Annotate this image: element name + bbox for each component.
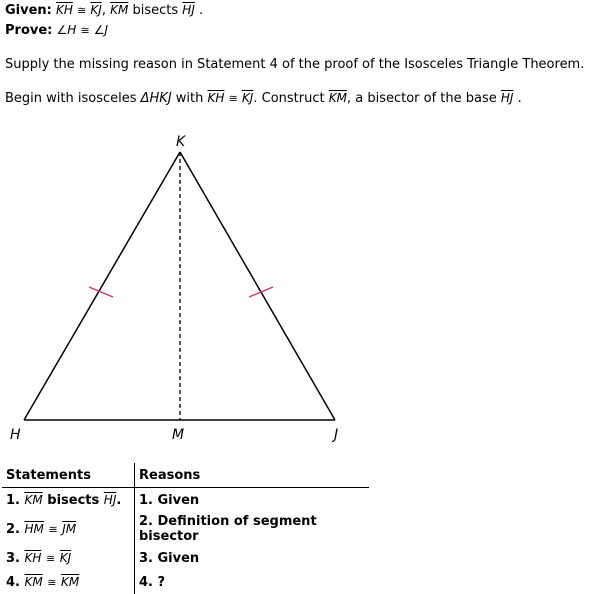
setup-seg-kj: $\overline{KJ}$ <box>241 91 254 105</box>
prove-angle-h: ∠H <box>56 23 77 37</box>
proof-table <box>2 463 369 594</box>
vertex-label-h: H <box>10 427 21 443</box>
prove-line <box>5 23 108 38</box>
statement-number: 3. <box>6 550 20 566</box>
proof-header-row <box>2 463 369 488</box>
header-reasons: Reasons <box>135 463 370 488</box>
setup-part4: , a bisector of the base <box>346 91 501 106</box>
vertex-label-j: J <box>334 427 339 443</box>
statement-relation: ≅ <box>45 551 56 565</box>
given-period: . <box>199 3 204 18</box>
statement-seg-a: $\overline{KM}$ <box>24 492 43 507</box>
given-seg-kh: $\overline{KH}$ <box>56 3 73 17</box>
statement-tail: . <box>116 492 122 508</box>
reason-cell-missing: 4. ? <box>139 574 166 590</box>
side-kh <box>24 152 180 420</box>
given-seg-km: $\overline{KM}$ <box>110 3 129 17</box>
statement-relation: bisects <box>47 492 100 508</box>
setup-seg-hj: $\overline{HJ}$ <box>500 91 514 105</box>
given-cong: ≅ <box>77 4 87 17</box>
side-kj <box>180 152 335 420</box>
statement-seg-b: $\overline{HJ}$ <box>103 492 117 507</box>
prove-label: Prove: <box>5 23 53 38</box>
setup-cong: ≅ <box>228 92 238 105</box>
statement-cell <box>2 546 135 570</box>
header-statements: Statements <box>2 463 135 488</box>
isosceles-triangle-figure <box>0 125 380 450</box>
statement-number: 1. <box>6 492 20 508</box>
given-comma: , <box>101 3 106 18</box>
proof-row <box>2 488 369 513</box>
reason-cell: 3. Given <box>139 550 200 566</box>
vertex-label-k: K <box>176 134 186 150</box>
proof-row <box>2 512 369 546</box>
setup-seg-kh: $\overline{KH}$ <box>207 91 225 105</box>
statement-seg-b: $\overline{KM}$ <box>61 574 80 589</box>
setup-part2: with <box>171 91 208 106</box>
statement-relation: ≅ <box>48 522 58 536</box>
statement-number: 2. <box>6 521 20 537</box>
setup-part3: . Construct <box>253 91 329 106</box>
setup-part1: Begin with isosceles <box>5 91 141 106</box>
statement-seg-a: $\overline{KH}$ <box>24 550 42 565</box>
proof-row <box>2 570 369 594</box>
given-label: Given: <box>5 3 52 18</box>
setup-triangle: ΔHKJ <box>140 91 172 106</box>
setup-part5: . <box>517 91 522 106</box>
instruction-text: Supply the missing reason in Statement 4 of the proof of the Isosceles Triangle Theorem. <box>5 57 585 72</box>
setup-text <box>5 91 522 106</box>
statement-relation: ≅ <box>47 575 57 589</box>
given-verb: bisects <box>132 3 179 18</box>
statement-seg-b: $\overline{JM}$ <box>62 521 77 536</box>
vertex-label-m: M <box>172 427 185 443</box>
prove-cong: ≅ <box>80 24 90 37</box>
given-line <box>5 3 203 18</box>
given-seg-kj: $\overline{KJ}$ <box>90 3 102 17</box>
statement-seg-b: $\overline{KJ}$ <box>59 550 72 565</box>
reason-cell: 1. Given <box>139 492 200 508</box>
statement-number: 4. <box>6 574 20 590</box>
given-seg-hj: $\overline{HJ}$ <box>182 3 195 17</box>
statement-seg-a: $\overline{HM}$ <box>24 521 44 536</box>
proof-row <box>2 546 369 570</box>
statement-seg-a: $\overline{KM}$ <box>24 574 43 589</box>
prove-angle-j: ∠J <box>93 23 109 37</box>
setup-seg-km: $\overline{KM}$ <box>328 91 347 105</box>
tick-mark-kj <box>249 287 273 297</box>
statement-cell <box>2 570 135 594</box>
statement-cell <box>2 488 135 513</box>
statement-cell <box>2 512 135 546</box>
reason-cell: 2. Definition of segment bisector <box>139 514 317 544</box>
